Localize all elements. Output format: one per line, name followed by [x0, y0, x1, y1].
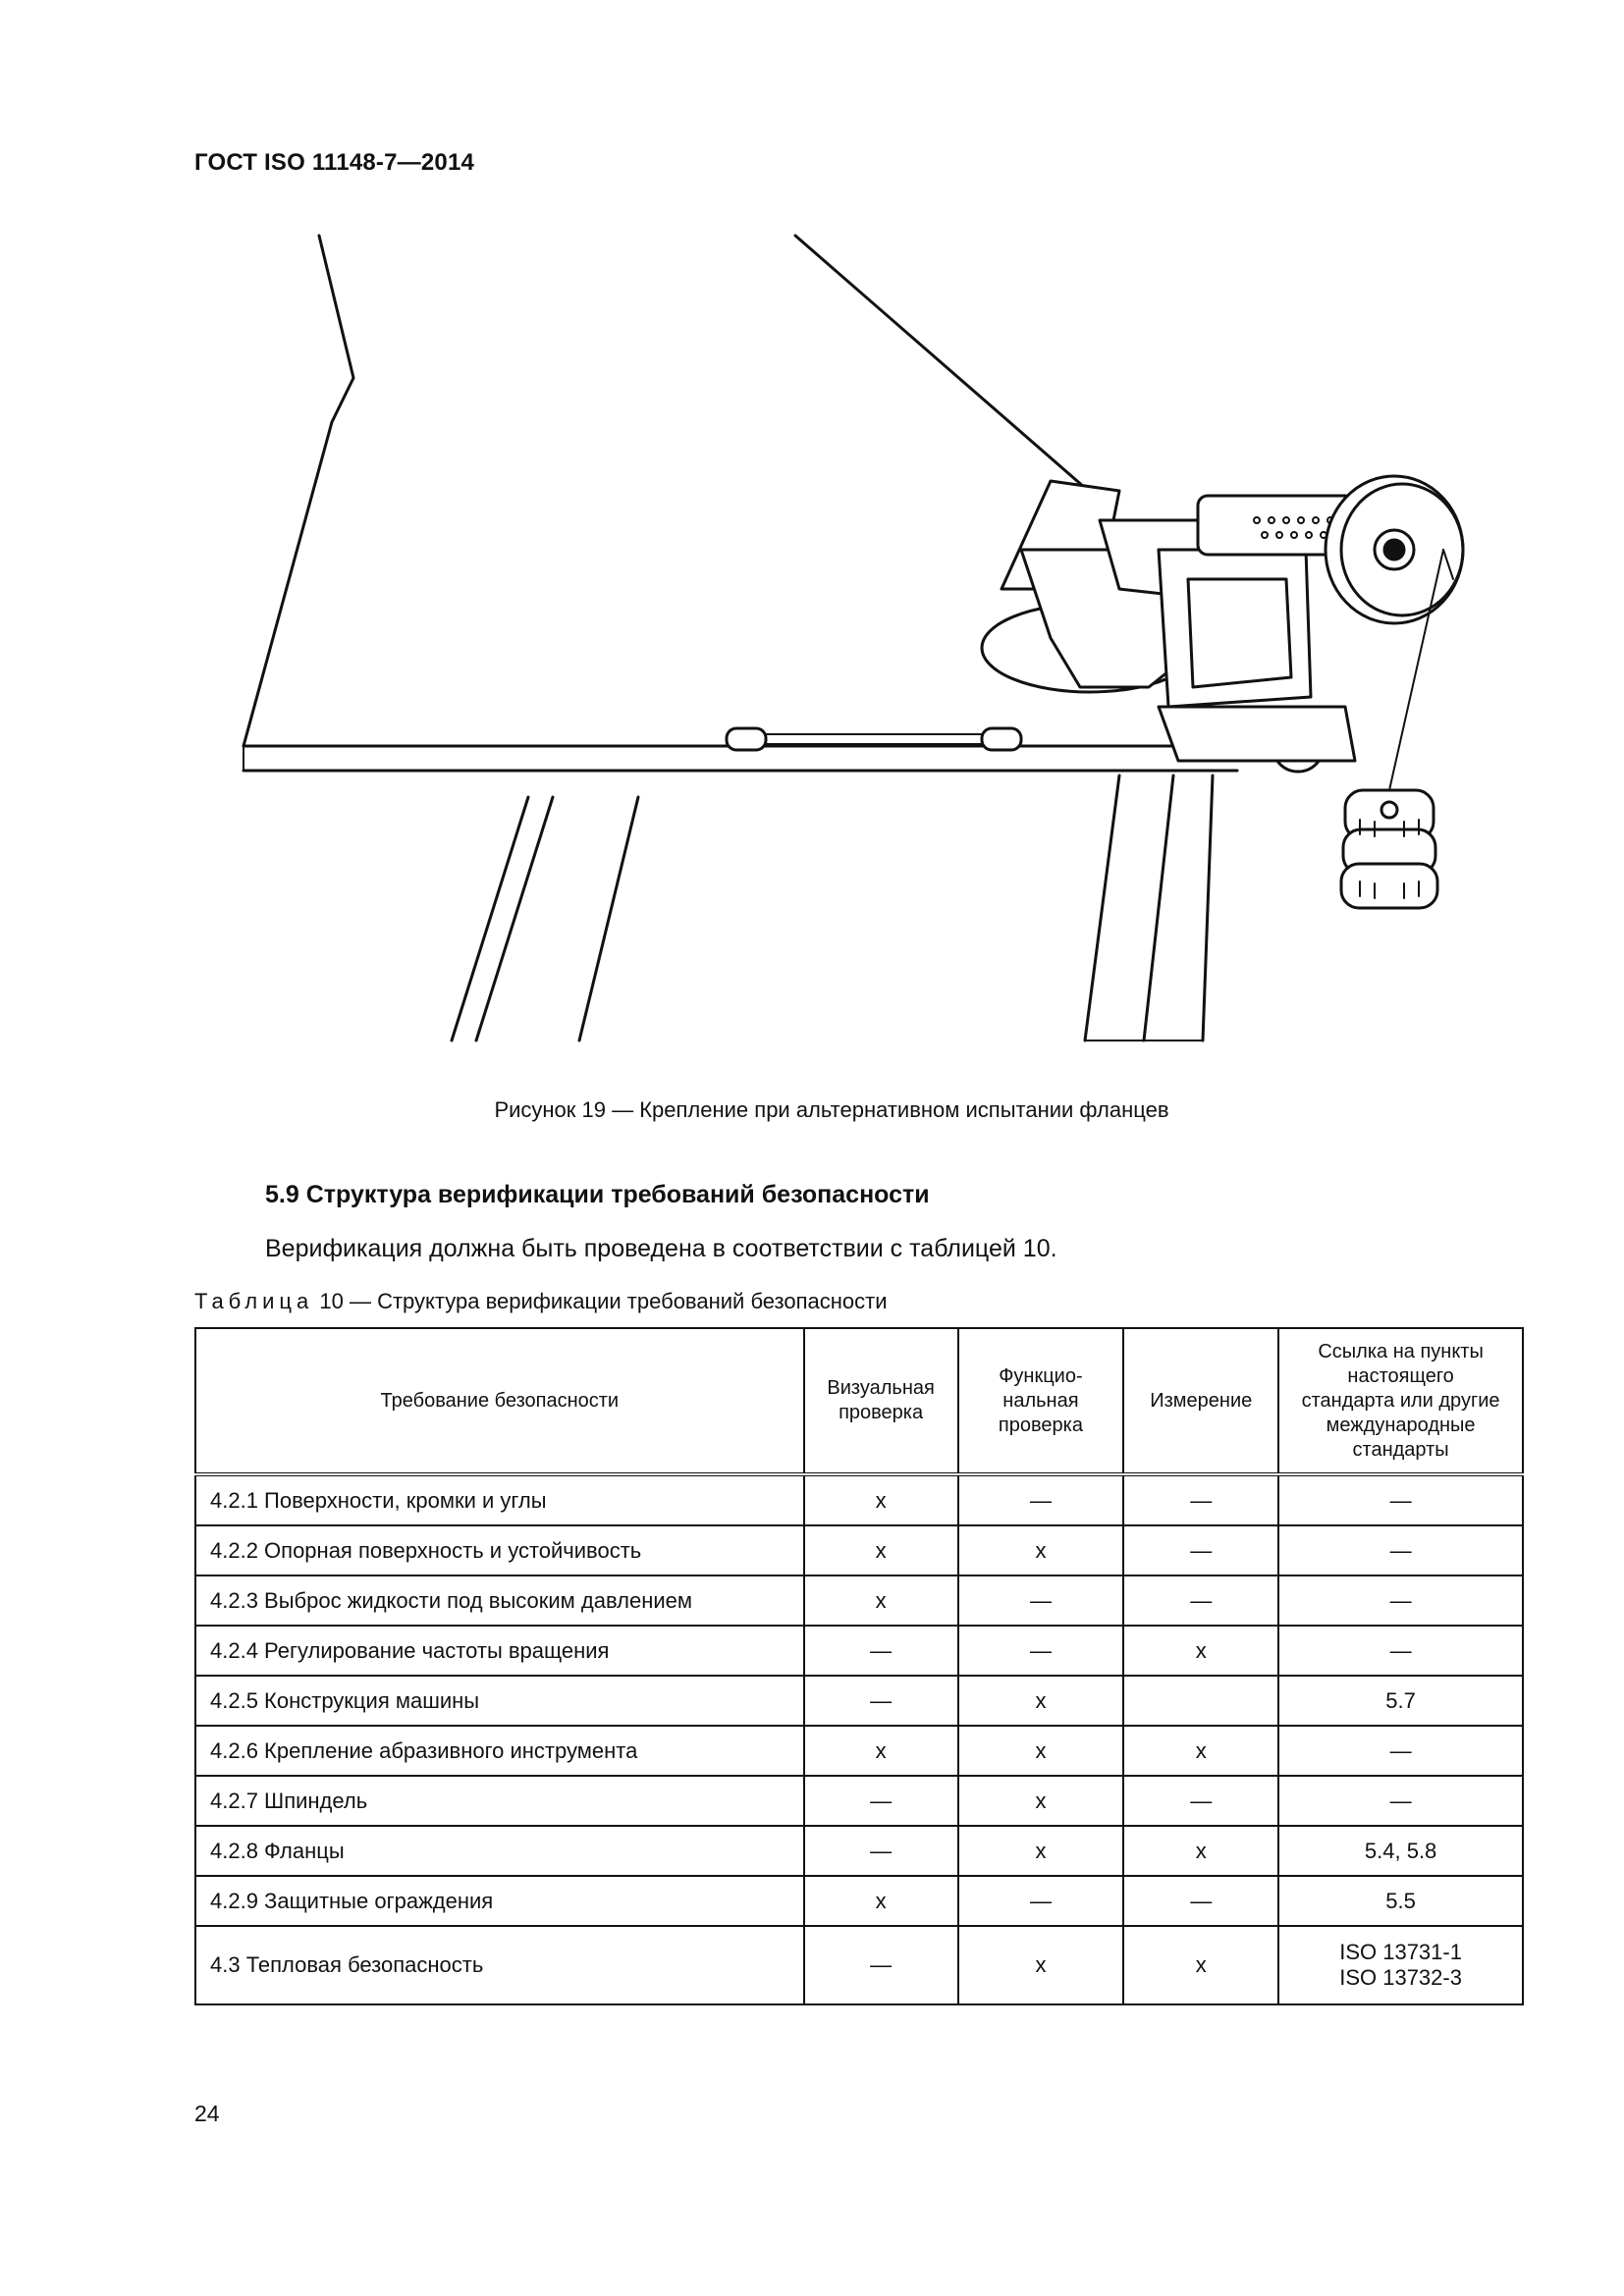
header-measurement: Измерение	[1123, 1328, 1278, 1474]
cell-requirement: 4.2.8 Фланцы	[195, 1826, 804, 1876]
cell-requirement: 4.2.7 Шпиндель	[195, 1776, 804, 1826]
cell-functional: x	[958, 1726, 1124, 1776]
table-header-row	[195, 1328, 1523, 1474]
cell-reference: —	[1278, 1474, 1523, 1525]
cell-requirement: 4.2.3 Выброс жидкости под высоким давлением	[195, 1575, 804, 1626]
cell-reference: —	[1278, 1575, 1523, 1626]
cell-functional: —	[958, 1876, 1124, 1926]
header-reference: Ссылка на пункты настоящего стандарта или другие международные стандарты	[1278, 1328, 1523, 1474]
cell-visual: x	[804, 1876, 958, 1926]
cell-visual: —	[804, 1826, 958, 1876]
cell-measurement: x	[1123, 1726, 1278, 1776]
cell-visual: —	[804, 1926, 958, 2004]
table-caption-word: Таблица	[194, 1289, 314, 1313]
cell-reference: 5.5	[1278, 1876, 1523, 1926]
cell-reference: —	[1278, 1626, 1523, 1676]
table-caption	[194, 1289, 888, 1314]
cell-measurement: —	[1123, 1525, 1278, 1575]
cell-reference: —	[1278, 1525, 1523, 1575]
table-row	[195, 1626, 1523, 1676]
page-number: 24	[194, 2101, 220, 2126]
figure-caption: Рисунок 19 — Крепление при альтернативном испытании фланцев	[494, 1097, 1169, 1122]
cell-reference: 5.4, 5.8	[1278, 1826, 1523, 1876]
cell-functional: x	[958, 1676, 1124, 1726]
table-row	[195, 1876, 1523, 1926]
cell-measurement: —	[1123, 1575, 1278, 1626]
cell-measurement: —	[1123, 1876, 1278, 1926]
verification-table	[194, 1327, 1524, 2005]
cell-visual: x	[804, 1575, 958, 1626]
table-row	[195, 1776, 1523, 1826]
document-header: ГОСТ ISO 11148-7—2014	[194, 149, 475, 176]
cell-requirement: 4.2.9 Защитные ограждения	[195, 1876, 804, 1926]
figure-flange-test-fixture	[216, 226, 1492, 1060]
header-requirement: Требование безопасности	[195, 1328, 804, 1474]
table-row	[195, 1826, 1523, 1876]
cell-visual: —	[804, 1776, 958, 1826]
cell-visual: —	[804, 1626, 958, 1676]
cell-reference: ISO 13731-1 ISO 13732-3	[1278, 1926, 1523, 2004]
cell-measurement: x	[1123, 1626, 1278, 1676]
cell-functional: —	[958, 1474, 1124, 1525]
cell-measurement: x	[1123, 1926, 1278, 2004]
cell-functional: —	[958, 1575, 1124, 1626]
cell-reference: —	[1278, 1726, 1523, 1776]
flange-fixture-drawing-icon	[216, 226, 1492, 1060]
cell-visual: x	[804, 1726, 958, 1776]
table-row	[195, 1676, 1523, 1726]
section-title: 5.9 Структура верификации требований безопасности	[265, 1181, 930, 1208]
cell-measurement: —	[1123, 1776, 1278, 1826]
cell-visual: x	[804, 1525, 958, 1575]
cell-measurement	[1123, 1676, 1278, 1726]
cell-functional: —	[958, 1626, 1124, 1676]
cell-requirement: 4.2.6 Крепление абразивного инструмента	[195, 1726, 804, 1776]
table-row	[195, 1474, 1523, 1525]
cell-functional: x	[958, 1525, 1124, 1575]
cell-measurement: x	[1123, 1826, 1278, 1876]
table-row	[195, 1525, 1523, 1575]
cell-requirement: 4.2.1 Поверхности, кромки и углы	[195, 1474, 804, 1525]
cell-requirement: 4.2.4 Регулирование частоты вращения	[195, 1626, 804, 1676]
cell-requirement: 4.2.5 Конструкция машины	[195, 1676, 804, 1726]
cell-measurement: —	[1123, 1474, 1278, 1525]
cell-functional: x	[958, 1776, 1124, 1826]
cell-visual: x	[804, 1474, 958, 1525]
cell-reference: 5.7	[1278, 1676, 1523, 1726]
cell-functional: x	[958, 1926, 1124, 2004]
header-functional-check: Функцио- нальная проверка	[958, 1328, 1124, 1474]
cell-reference: —	[1278, 1776, 1523, 1826]
section-intro: Верификация должна быть проведена в соответствии с таблицей 10.	[265, 1235, 1057, 1262]
table-row	[195, 1726, 1523, 1776]
table-row	[195, 1575, 1523, 1626]
header-visual-check: Визуальная проверка	[804, 1328, 958, 1474]
cell-visual: —	[804, 1676, 958, 1726]
table-caption-text: 10 — Структура верификации требований безопасности	[319, 1289, 888, 1313]
cell-functional: x	[958, 1826, 1124, 1876]
cell-requirement: 4.3 Тепловая безопасность	[195, 1926, 804, 2004]
cell-requirement: 4.2.2 Опорная поверхность и устойчивость	[195, 1525, 804, 1575]
table-row	[195, 1926, 1523, 2004]
